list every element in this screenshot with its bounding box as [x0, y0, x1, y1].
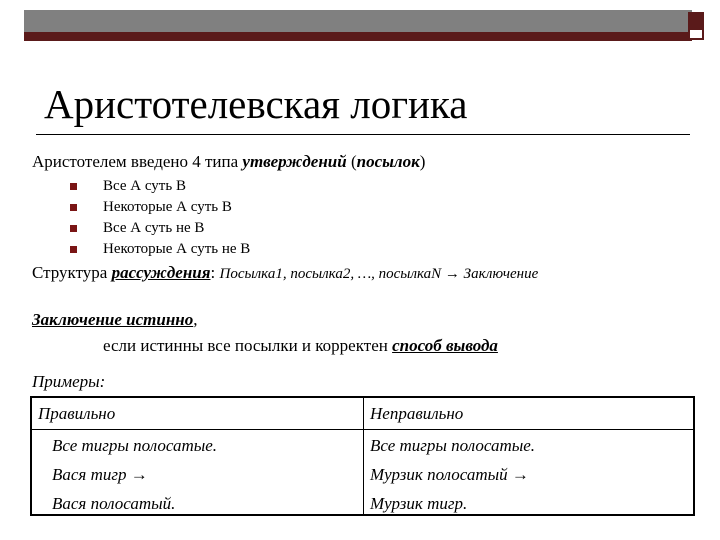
examples-label: Примеры:	[32, 372, 106, 391]
bullet-square-icon	[70, 183, 77, 190]
intro-text: Аристотелем введено 4 типа	[32, 152, 243, 171]
condition-line	[103, 336, 498, 356]
corner-square-decoration	[688, 12, 704, 28]
structure-text: Структура	[32, 263, 112, 282]
bullet-item-1: Все А суть В	[103, 178, 186, 194]
intro-emphasis-premises: посылок	[356, 152, 420, 171]
table-cell-incorrect-1: Все тигры полосатые.	[370, 436, 536, 455]
examples-table	[30, 396, 695, 516]
condition-emphasis: способ вывода	[392, 336, 498, 355]
bullet-square-icon	[70, 246, 77, 253]
bullet-square-icon	[70, 225, 77, 232]
structure-line	[32, 263, 538, 284]
table-header-divider	[32, 429, 693, 430]
header-accent-bar	[24, 32, 692, 41]
bullet-item-3: Все А суть не В	[103, 220, 205, 236]
table-header-correct: Правильно	[38, 404, 116, 423]
conclusion-emphasis: Заключение истинно	[32, 310, 194, 329]
title-divider	[36, 134, 690, 135]
intro-emphasis-statements: утверждений	[242, 152, 347, 171]
table-cell-correct-1: Все тигры полосатые.	[52, 436, 218, 455]
table-column-divider	[363, 398, 364, 514]
corner-square-outline-decoration	[688, 28, 704, 40]
slide-title: Аристотелевская логика	[44, 81, 468, 127]
intro-line	[32, 152, 425, 172]
condition-text: если истинны все посылки и корректен	[103, 336, 393, 355]
table-header-incorrect: Неправильно	[370, 404, 464, 423]
bullet-square-icon	[70, 204, 77, 211]
table-cell-correct-2: Вася тигр →	[52, 465, 148, 484]
bullet-item-4: Некоторые А суть не В	[103, 241, 251, 257]
bullet-item-2: Некоторые А суть В	[103, 199, 232, 215]
intro-paren-open: (	[346, 152, 357, 171]
header-bar	[24, 10, 692, 32]
structure-formula: Посылка1, посылка2, …, посылкаN → Заключение	[219, 266, 539, 282]
structure-colon: :	[210, 263, 220, 282]
table-cell-incorrect-3: Мурзик тигр.	[370, 494, 468, 513]
table-cell-correct-3: Вася полосатый.	[52, 494, 176, 513]
conclusion-line	[32, 310, 197, 330]
table-cell-incorrect-2: Мурзик полосатый →	[370, 465, 529, 484]
structure-emphasis-reasoning: рассуждения	[111, 263, 211, 282]
intro-paren-close: )	[419, 152, 426, 171]
conclusion-comma: ,	[193, 310, 198, 329]
